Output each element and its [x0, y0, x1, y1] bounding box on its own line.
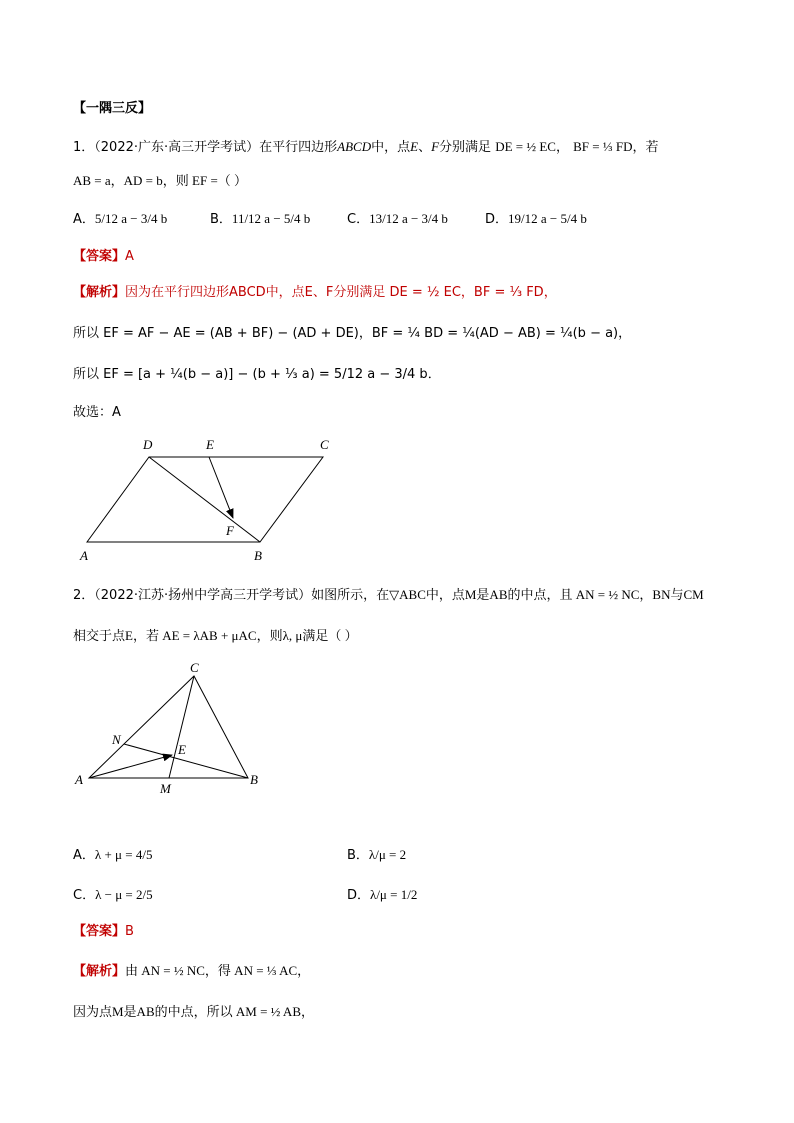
- q1-option-b-text: 11/12 a − 5/4 b: [231, 211, 311, 226]
- q2-label-n: N: [112, 732, 121, 747]
- q2-stem-a: 如图所示，在▽ABC中，点M是AB的中点，且 AN = ½ NC，BN与CM: [311, 587, 704, 602]
- q2-answer-value: B: [125, 924, 134, 939]
- q2-option-b: [347, 846, 406, 865]
- q1-option-b: [210, 210, 310, 229]
- q1-analysis-line2: 所以 EF = AF − AE = (AB + BF) − (AD + DE)，BF = ¼ BD = ¼(AD − AB) = ¼(b − a)，: [73, 326, 632, 341]
- q1-parallelogram-figure: [70, 432, 350, 567]
- q1-stem-line1: 1．（2022·广东·高三开学考试）在平行四边形ABCD中，点E、F分别满足 DE = ½ EC， BF = ⅓ FD，若: [73, 139, 659, 155]
- q1-label-e: E: [206, 437, 214, 452]
- q2-label-c: C: [190, 660, 199, 675]
- q2-stem-line1: [73, 586, 704, 605]
- q2-label-a: A: [75, 772, 83, 787]
- q1-choose: 故选：A: [73, 405, 121, 420]
- q1-option-c: [347, 210, 448, 229]
- q2-option-a-label: A．: [73, 848, 95, 863]
- q1-label-d: D: [143, 437, 153, 452]
- q2-option-c: [73, 886, 153, 905]
- q1-stem-d: ，若: [632, 140, 659, 155]
- q1-option-b-label: B．: [210, 212, 232, 227]
- q1-answer-value: A: [125, 249, 134, 264]
- q1-answer: [73, 248, 134, 266]
- q1-analysis-line1: [73, 284, 557, 302]
- q1-option-c-label: C．: [347, 212, 370, 227]
- q2-option-a-text: λ + μ = 4/5: [94, 847, 153, 862]
- q2-segment-cm: [169, 676, 194, 778]
- q1-diagonal-bd: [149, 457, 260, 542]
- q2-analysis-1: 由 AN = ½ NC，得 AN = ⅓ AC，: [125, 963, 311, 978]
- q1-point-e: E: [410, 139, 419, 154]
- q1-analysis-1: 因为在平行四边形ABCD中，点E、F分别满足 DE = ½ EC，BF = ⅓ FD，: [125, 285, 557, 300]
- q2-label-b: B: [250, 772, 258, 787]
- q2-option-d-text: λ/μ = 1/2: [370, 887, 418, 902]
- q1-point-f: F: [431, 139, 440, 154]
- q1-condition-1: DE = ½ EC: [495, 139, 556, 154]
- q1-option-a: [73, 210, 167, 229]
- q1-given: AB = a，AD = b，则 EF =（ ）: [73, 173, 248, 188]
- q2-option-c-text: λ − μ = 2/5: [95, 887, 153, 902]
- q1-option-d-label: D．: [485, 212, 509, 227]
- q1-option-c-text: 13/12 a − 3/4 b: [369, 211, 448, 226]
- q2-option-b-label: B．: [347, 848, 369, 863]
- q1-analysis-line3: 所以 EF = [a + ¼(b − a)] − (b + ⅓ a) = 5/12 a − 3/4 b．: [73, 367, 441, 382]
- q1-label-c: C: [320, 437, 329, 452]
- q2-option-c-label: C．: [73, 888, 96, 903]
- q1-shape: ABCD: [337, 139, 372, 154]
- q1-number: 1．: [73, 140, 95, 155]
- q2-analysis-tag: 【解析】: [73, 964, 126, 979]
- q2-segment-bn: [124, 744, 248, 778]
- q2-triangle-figure: [70, 660, 270, 795]
- q1-answer-tag: 【答案】: [73, 249, 126, 264]
- q1-option-a-label: A．: [73, 212, 95, 227]
- q1-sep: 、: [418, 140, 432, 155]
- q1-label-b: B: [254, 548, 262, 563]
- q2-option-b-text: λ/μ = 2: [368, 847, 407, 862]
- q2-answer-tag: 【答案】: [73, 924, 126, 939]
- q2-source: （2022·江苏·扬州中学高三开学考试）: [94, 588, 312, 603]
- q1-stem-a: 在平行四边形: [259, 140, 338, 155]
- q2-label-m: M: [160, 781, 171, 795]
- q1-label-a: A: [80, 548, 88, 563]
- q2-number: 2．: [73, 588, 95, 603]
- section-title: 【一隅三反】: [73, 101, 152, 116]
- q2-stem-line2: 相交于点E，若 AE = λAB + μAC，则λ, μ满足（ ）: [73, 628, 358, 643]
- q1-vector-ef: [209, 457, 233, 518]
- q2-answer: [73, 923, 134, 941]
- q2-triangle: [89, 676, 248, 778]
- q1-analysis-tag: 【解析】: [73, 285, 126, 300]
- q2-option-a: [73, 846, 152, 865]
- q2-analysis-line1: [73, 962, 310, 981]
- q2-option-d-label: D．: [347, 888, 371, 903]
- q1-stem-b: 中，点: [371, 140, 411, 155]
- q1-stem-c: 分别满足: [439, 140, 492, 155]
- q1-condition-2: BF = ⅓ FD: [573, 139, 633, 154]
- q1-option-d-text: 19/12 a − 5/4 b: [508, 211, 587, 226]
- q1-label-f: F: [226, 523, 234, 538]
- q2-analysis-line2: 因为点M是AB的中点，所以 AM = ½ AB，: [73, 1004, 314, 1019]
- q1-option-a-text: 5/12 a − 3/4 b: [94, 211, 168, 226]
- q2-option-d: [347, 886, 417, 905]
- q1-source: （2022·广东·高三开学考试）: [94, 140, 260, 155]
- q1-option-d: [485, 210, 587, 229]
- q2-label-e: E: [178, 742, 186, 757]
